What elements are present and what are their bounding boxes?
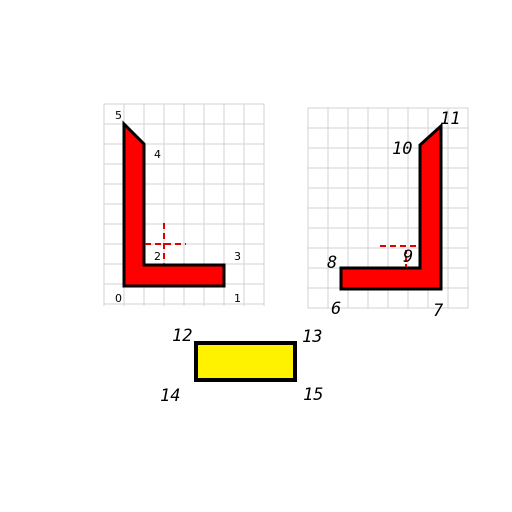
rect-label-12: 12: [172, 326, 193, 346]
right-label-11: 11: [440, 109, 461, 129]
right-label-7: 7: [433, 301, 444, 321]
left-label-2: 2: [154, 250, 161, 263]
right-label-10: 10: [392, 139, 413, 159]
left-l-shape: [124, 124, 224, 286]
left-l-polygon: [124, 124, 224, 286]
left-label-1: 1: [234, 292, 241, 305]
right-label-8: 8: [327, 253, 338, 273]
left-label-3: 3: [234, 250, 241, 263]
rect-label-13: 13: [302, 327, 323, 347]
right-label-9: 9: [403, 247, 414, 267]
left-label-0: 0: [115, 292, 122, 305]
left-label-5: 5: [115, 109, 122, 122]
yellow-rectangle: [196, 343, 295, 380]
rect-label-15: 15: [303, 385, 324, 405]
left-label-4: 4: [154, 148, 161, 161]
rect-label-14: 14: [160, 386, 181, 406]
right-label-6: 6: [331, 299, 342, 319]
